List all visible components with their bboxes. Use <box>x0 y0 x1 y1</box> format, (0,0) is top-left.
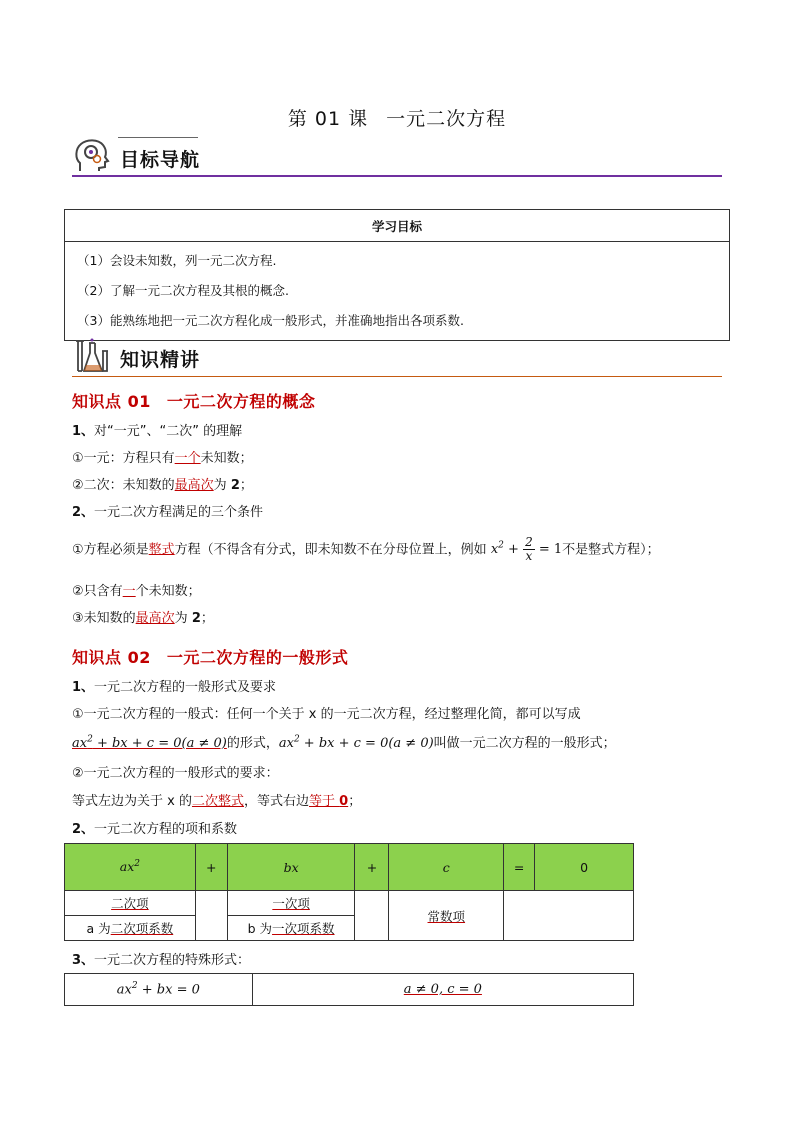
kp2-requirements-intro: ②一元二次方程的一般形式的要求： <box>72 766 279 781</box>
kp1-condition-degree: ③未知数的最高次为 2； <box>72 611 214 626</box>
section-knowledge-rule <box>72 376 722 378</box>
term-constant-header: c <box>389 844 504 891</box>
highlight: 最高次 <box>135 611 175 626</box>
highlight: 一个 <box>174 451 201 466</box>
kp1-item-degree: ②二次：未知数的最高次为 2； <box>72 478 253 493</box>
formula: $ax^2$ + bx + c = 0(a ≠ 0) <box>72 734 227 751</box>
kp1-subheading-2: 2、一元二次方程满足的三个条件 <box>72 505 264 520</box>
section-goals-rule <box>72 175 722 177</box>
goals-table-header: 学习目标 <box>65 210 730 242</box>
kp2-subheading-3: 3、一元二次方程的特殊形式： <box>72 953 251 968</box>
kp2-heading <box>72 645 348 668</box>
terms-table <box>64 843 634 941</box>
plus-sign: + <box>195 844 227 891</box>
lesson-topic: 一元二次方程 <box>386 108 507 130</box>
lin-term-cell: 一次项 <box>227 891 355 916</box>
kp2-general-form-intro: ①一元二次方程的一般式：任何一个关于 x 的一元二次方程，经过整理化简，都可以写成 <box>72 707 581 722</box>
highlight: 等于 <box>309 794 340 809</box>
highlight: 一 <box>122 584 136 599</box>
section-top-line <box>118 137 198 138</box>
head-gears-icon <box>72 137 112 175</box>
kp1-condition-one-unknown: ②只含有一个未知数； <box>72 584 201 599</box>
special-form-equation: $ax^2$ + bx = 0 <box>65 974 253 1006</box>
page-title <box>0 104 794 131</box>
empty-cell <box>504 891 634 941</box>
goal-item: （1）会设未知数，列一元二次方程. <box>77 253 277 268</box>
section-knowledge-label: 知识精讲 <box>120 349 201 371</box>
goals-table <box>64 209 730 341</box>
kp1-number: 知识点 01 <box>72 392 151 411</box>
goal-item: （2）了解一元二次方程及其根的概念. <box>77 283 289 298</box>
kp1-subheading-1: 1、对“一元”、“二次” 的理解 <box>72 424 243 439</box>
kp1-item-one-unknown: ①一元：方程只有一个未知数； <box>72 451 253 466</box>
fraction: $\frac{2}{x}$ <box>525 535 533 564</box>
kp1-condition-integral: ①方程必须是整式方程（不得含有分式，即未知数不在分母位置上，例如 $x^2$ + $\frac{2}{x}$ = 1不是整式方程）； <box>72 535 660 564</box>
lin-coef-cell: b 为一次项系数 <box>227 916 355 941</box>
kp2-subheading-2: 2、一元二次方程的项和系数 <box>72 822 238 837</box>
const-term-cell: 常数项 <box>389 891 504 941</box>
quad-term-cell: 二次项 <box>65 891 196 916</box>
special-form-condition: a ≠ 0, c = 0 <box>252 974 633 1006</box>
kp2-subheading-1: 1、一元二次方程的一般形式及要求 <box>72 680 277 695</box>
kp2-name: 一元二次方程的一般形式 <box>166 648 349 667</box>
section-knowledge-header <box>72 337 722 377</box>
zero-header: 0 <box>535 844 634 891</box>
section-goals-header <box>72 137 722 177</box>
term-quadratic-header: $ax^2$ <box>65 844 196 891</box>
formula-example: $x^2$ + $\frac{2}{x}$ = 1 <box>490 535 563 564</box>
kp2-general-form-formula: $ax^2$ + bx + c = 0(a ≠ 0)的形式，$ax^2$ + bx + c = 0(a ≠ 0)叫做一元二次方程的一般形式； <box>72 734 616 751</box>
section-goals-label: 目标导航 <box>120 149 201 171</box>
highlight: 最高次 <box>174 478 214 493</box>
formula: $ax^2$ + bx + c = 0(a ≠ 0) <box>278 734 434 751</box>
kp2-number: 知识点 02 <box>72 648 151 667</box>
term-linear-header: bx <box>227 844 355 891</box>
kp1-heading <box>72 389 315 412</box>
special-form-table <box>64 973 634 1006</box>
highlight: 整式 <box>148 542 175 558</box>
goals-list <box>65 242 730 341</box>
equals-sign: = <box>504 844 535 891</box>
goal-item: （3）能熟练地把一元二次方程化成一般形式，并准确地指出各项系数. <box>77 313 464 328</box>
lesson-number: 第 01 课 <box>287 108 369 130</box>
empty-cell <box>355 891 389 941</box>
highlight: 0 <box>339 794 349 809</box>
kp1-name: 一元二次方程的概念 <box>166 392 316 411</box>
plus-sign: + <box>355 844 389 891</box>
empty-cell <box>195 891 227 941</box>
flask-icon <box>72 337 112 375</box>
highlight: 二次整式 <box>191 794 244 809</box>
quad-coef-cell: a 为二次项系数 <box>65 916 196 941</box>
kp2-requirements: 等式左边为关于 x 的二次整式，等式右边等于 0； <box>72 794 362 809</box>
